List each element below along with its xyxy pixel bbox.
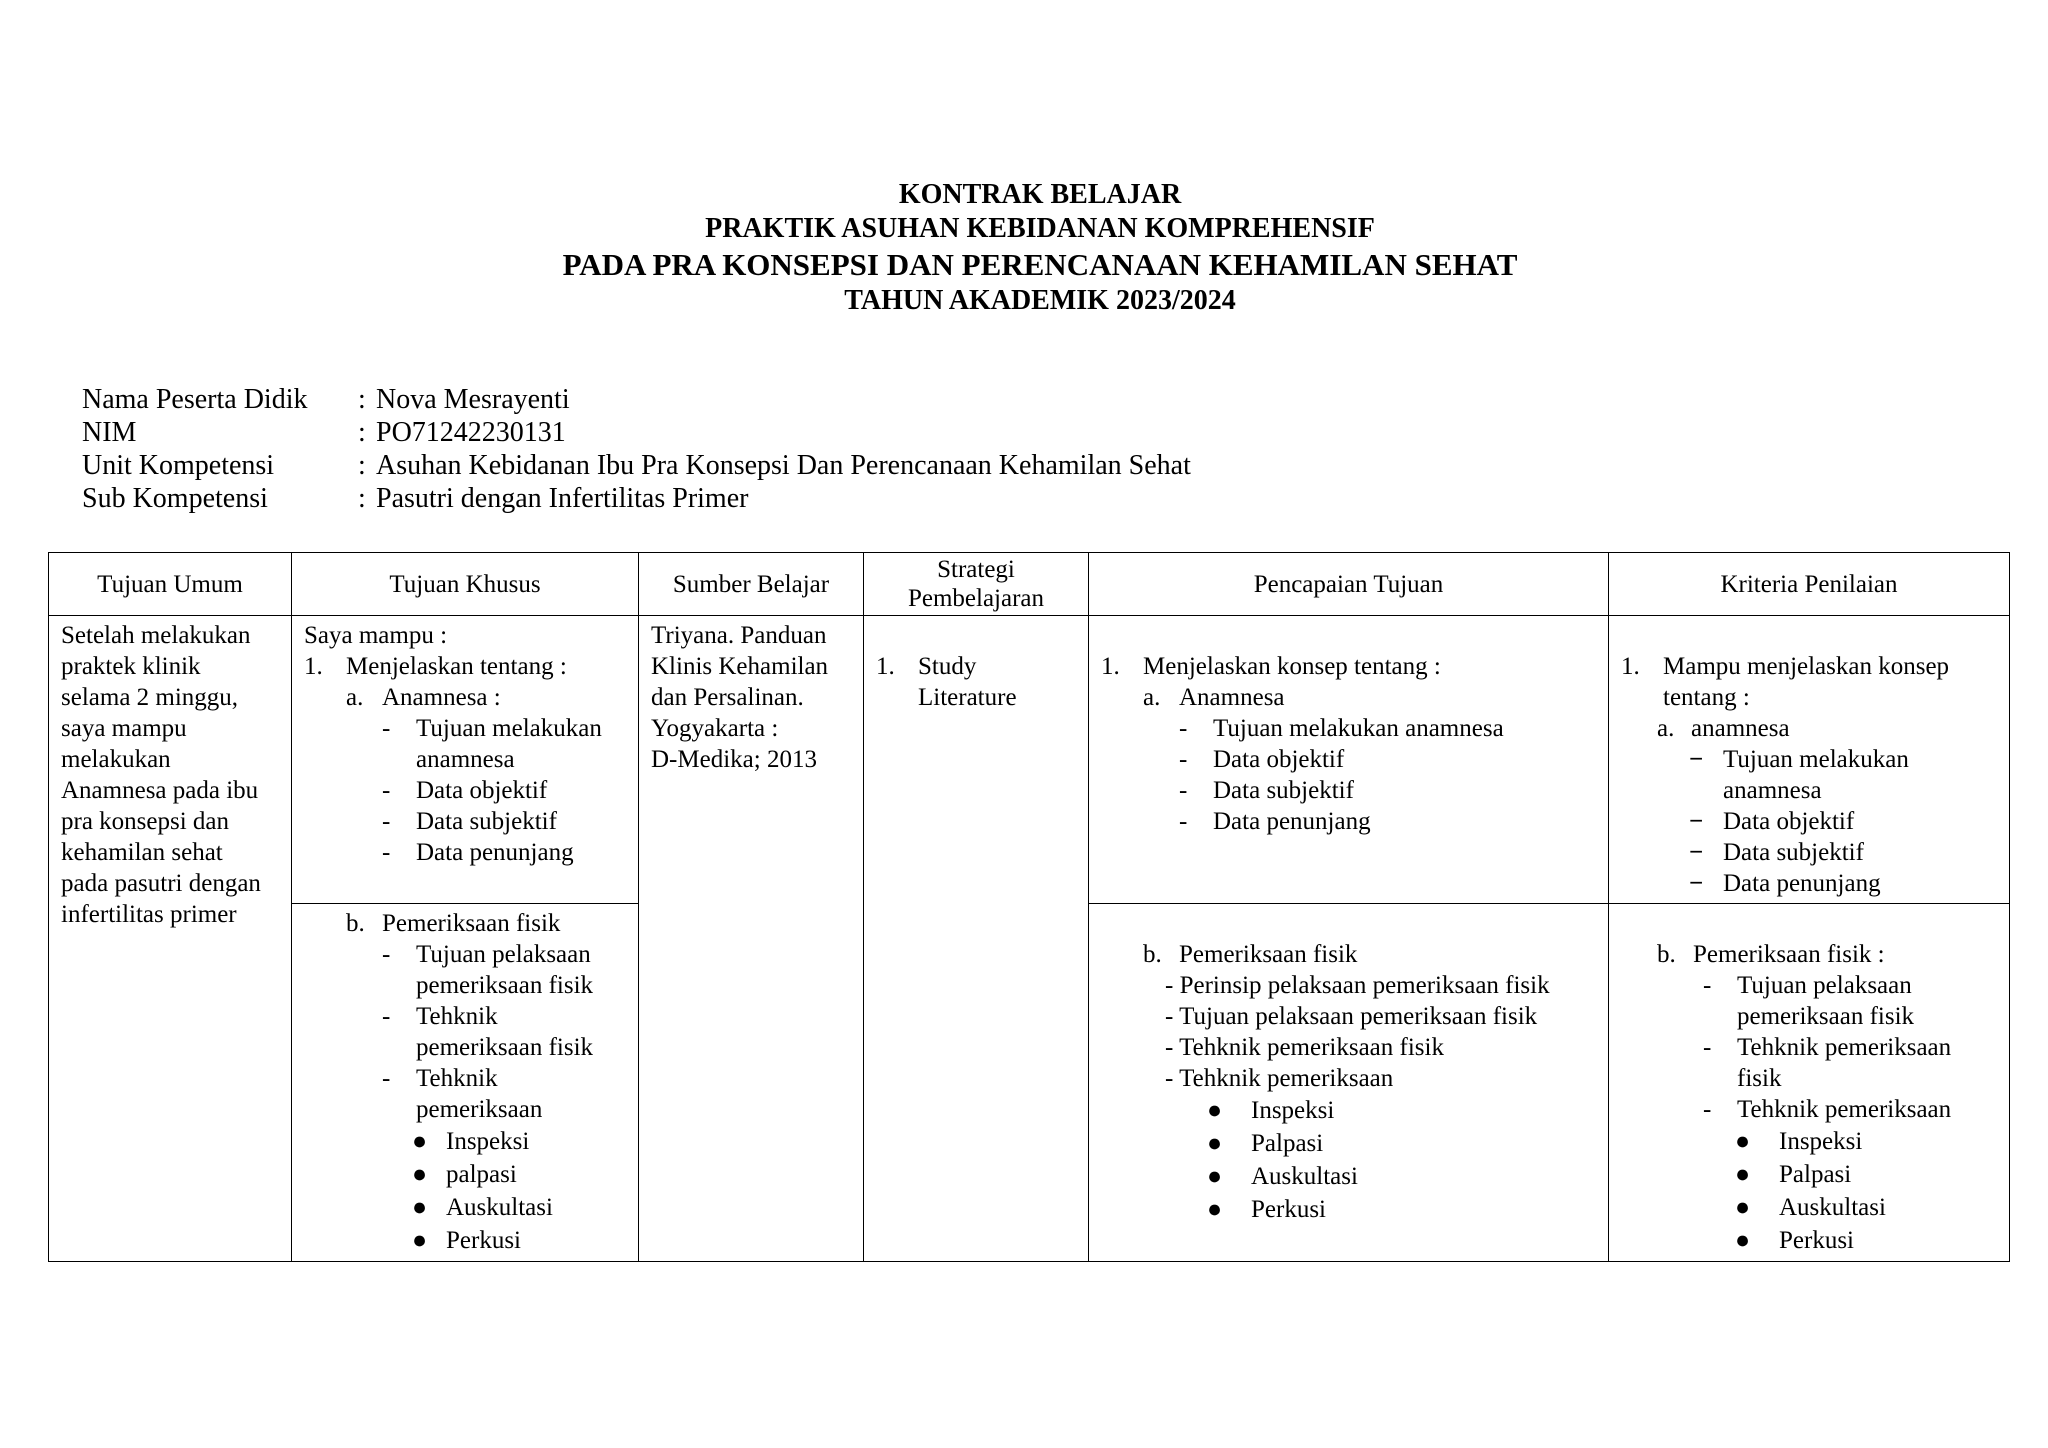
bullet-item: Palpasi [1779,1161,1852,1188]
tujuan-umum-line: selama 2 minggu, [61,684,239,711]
dash-marker: - [1179,808,1188,835]
dash-marker: - [382,839,391,866]
sumber-line: Triyana. Panduan [651,622,827,649]
dash-marker: - [382,777,391,804]
bullet-item: Auskultasi [1251,1163,1358,1190]
info-value: PO71242230131 [376,417,566,448]
list-item-cont: anamnesa [416,746,515,773]
bullet-marker: ● [1207,1163,1223,1190]
list-letter: a. [346,684,364,711]
list-item-cont: anamnesa [1723,777,1822,804]
dash-marker: - [1703,1096,1712,1123]
list-subheading: Pemeriksaan fisik [382,910,561,937]
bullet-item: Perkusi [446,1227,521,1254]
info-label: Sub Kompetensi [82,483,268,514]
sumber-line: Klinis Kehamilan [651,653,829,680]
kriteria-a-cell [1609,616,2010,904]
list-subheading: Anamnesa [1179,684,1285,711]
list-item: Tehknik [416,1003,498,1030]
bullet-marker: ● [1735,1128,1751,1155]
list-item: - Perinsip pelaksaan pemeriksaan fisik [1165,972,1550,999]
sumber-belajar-cell [639,616,864,1262]
list-letter: b. [346,910,365,937]
list-item: Data penunjang [1213,808,1371,835]
tujuan-umum-line: praktek klinik [61,653,201,680]
list-item: Data subjektif [416,808,557,835]
dash-marker: − [1689,808,1704,835]
info-row-unit [82,449,1191,482]
dash-marker: - [1703,1034,1712,1061]
tujuan-umum-line: saya mampu [61,715,187,742]
learning-contract-table [48,552,2010,1262]
info-row-nim [82,416,1191,449]
dash-marker: - [382,941,391,968]
info-row-sub [82,482,1191,515]
bullet-item: Inspeksi [446,1128,530,1155]
bullet-item: palpasi [446,1161,517,1188]
list-item: Data penunjang [1723,870,1881,897]
sumber-line: Yogyakarta : [651,715,779,742]
tujuan-umum-line: pada pasutri dengan [61,870,261,897]
list-item: Tujuan pelaksaan [416,941,591,968]
bullet-item: Perkusi [1251,1196,1326,1223]
bullet-marker: ● [412,1128,428,1155]
tujuan-umum-line: Setelah melakukan [61,622,251,649]
info-row-name [82,383,1191,416]
list-item: Data objektif [416,777,548,804]
sumber-line: D-Medika; 2013 [651,746,817,773]
info-value: Nova Mesrayenti [376,384,570,415]
header-pencapaian: Pencapaian Tujuan [1089,553,1609,616]
bullet-item: Palpasi [1251,1130,1324,1157]
bullet-item: Inspeksi [1251,1097,1335,1124]
info-colon: : [358,384,366,415]
info-label: Nama Peserta Didik [82,384,308,415]
info-colon: : [358,483,366,514]
list-item-cont: fisik [1737,1065,1782,1092]
list-item: Data objektif [1723,808,1855,835]
dash-marker: − [1689,870,1704,897]
tujuan-umum-cell [49,616,292,1262]
list-item-cont: pemeriksaan fisik [416,1034,594,1061]
bullet-marker: ● [1207,1130,1223,1157]
list-heading: Menjelaskan konsep tentang : [1143,653,1441,680]
list-number: 1. [876,653,895,680]
list-subheading: Pemeriksaan fisik : [1693,941,1885,968]
info-colon: : [358,417,366,448]
bullet-marker: ● [412,1227,428,1254]
tujuan-khusus-intro: Saya mampu : [304,622,448,649]
strategi-line: Literature [918,684,1017,711]
list-item-cont: pemeriksaan fisik [416,972,594,999]
info-colon: : [358,450,366,481]
title-line-3: PADA PRA KONSEPSI DAN PERENCANAAN KEHAMILAN SEHAT [562,247,1518,282]
list-number: 1. [1101,653,1120,680]
tujuan-umum-line: infertilitas primer [61,901,237,928]
document-title [0,178,2048,318]
list-item: - Tehknik pemeriksaan fisik [1165,1034,1444,1061]
title-line-4: TAHUN AKADEMIK 2023/2024 [844,285,1236,316]
list-number: 1. [304,653,323,680]
bullet-marker: ● [1735,1227,1751,1254]
tujuan-khusus-b-cell [292,904,639,1262]
bullet-marker: ● [1735,1194,1751,1221]
header-sumber-belajar: Sumber Belajar [639,553,864,616]
header-kriteria: Kriteria Penilaian [1609,553,2010,616]
bullet-marker: ● [412,1161,428,1188]
pencapaian-b-cell [1089,904,1609,1262]
list-item: Data objektif [1213,746,1345,773]
list-heading: Menjelaskan tentang : [346,653,567,680]
title-line-1: KONTRAK BELAJAR [898,179,1182,210]
list-heading: Mampu menjelaskan konsep [1663,653,1950,680]
kriteria-b-cell [1609,904,2010,1262]
list-item: Data penunjang [416,839,574,866]
dash-marker: - [382,808,391,835]
bullet-marker: ● [412,1194,428,1221]
header-tujuan-umum: Tujuan Umum [49,553,292,616]
list-item-cont: pemeriksaan fisik [1737,1003,1915,1030]
tujuan-umum-line: melakukan [61,746,171,773]
list-subheading: anamnesa [1691,715,1790,742]
header-tujuan-khusus: Tujuan Khusus [292,553,639,616]
tujuan-khusus-a-cell [292,616,639,904]
list-item: Tehknik [416,1065,498,1092]
list-letter: b. [1143,941,1162,968]
list-item: Tujuan pelaksaan [1737,972,1912,999]
list-item: Tehknik pemeriksaan [1737,1096,1952,1123]
bullet-marker: ● [1207,1097,1223,1124]
dash-marker: - [1179,746,1188,773]
info-value: Asuhan Kebidanan Ibu Pra Konsepsi Dan Perencanaan Kehamilan Sehat [376,450,1191,481]
dash-marker: - [382,1065,391,1092]
dash-marker: − [1689,746,1704,773]
bullet-item: Inspeksi [1779,1128,1863,1155]
student-info [82,383,1191,515]
bullet-marker: ● [1735,1161,1751,1188]
bullet-marker: ● [1207,1196,1223,1223]
list-item: Tujuan melakukan [416,715,602,742]
list-item: - Tehknik pemeriksaan [1165,1065,1394,1092]
dash-marker: - [382,1003,391,1030]
header-strategi-label: Strategi Pembelajaran [907,556,1045,612]
table-row [49,616,2010,904]
table-header-row [49,553,2010,616]
list-letter: a. [1143,684,1161,711]
header-strategi [864,553,1089,616]
info-label: Unit Kompetensi [82,450,275,481]
bullet-item: Auskultasi [446,1194,553,1221]
list-item: Tehknik pemeriksaan [1737,1034,1952,1061]
list-item: Data subjektif [1213,777,1354,804]
info-label: NIM [82,417,137,448]
dash-marker: - [1703,972,1712,999]
list-subheading: Anamnesa : [382,684,501,711]
dash-marker: - [382,715,391,742]
dash-marker: − [1689,839,1704,866]
tujuan-umum-line: pra konsepsi dan [61,808,230,835]
bullet-item: Perkusi [1779,1227,1854,1254]
list-letter: b. [1657,941,1676,968]
list-item: Data subjektif [1723,839,1864,866]
list-subheading: Pemeriksaan fisik [1179,941,1358,968]
bullet-item: Auskultasi [1779,1194,1886,1221]
list-heading-cont: tentang : [1663,684,1750,711]
list-item-cont: pemeriksaan [416,1096,543,1123]
tujuan-umum-line: Anamnesa pada ibu [61,777,259,804]
list-letter: a. [1657,715,1675,742]
list-item: - Tujuan pelaksaan pemeriksaan fisik [1165,1003,1538,1030]
strategi-cell [864,616,1089,1262]
list-number: 1. [1621,653,1640,680]
list-item: Tujuan melakukan [1723,746,1909,773]
list-item: Tujuan melakukan anamnesa [1213,715,1504,742]
title-line-2: PRAKTIK ASUHAN KEBIDANAN KOMPREHENSIF [705,213,1375,244]
info-value: Pasutri dengan Infertilitas Primer [376,483,749,514]
strategi-line: Study [918,653,977,680]
dash-marker: - [1179,777,1188,804]
pencapaian-a-cell [1089,616,1609,904]
tujuan-umum-line: kehamilan sehat [61,839,223,866]
sumber-line: dan Persalinan. [651,684,804,711]
dash-marker: - [1179,715,1188,742]
